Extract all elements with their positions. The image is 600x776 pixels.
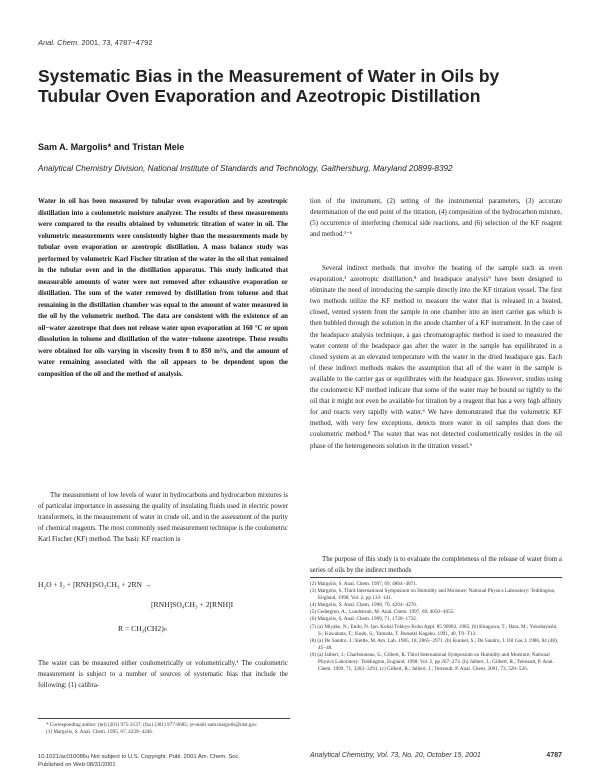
- reference-item: (3) Margolis, S. Third International Symposium on Humidity and Moisture; National Physics Laboratory: Teddington, England, 1998; Vol. 2, pp 133−141.: [310, 588, 556, 602]
- page-footer: [310, 752, 562, 759]
- affiliation: Analytical Chemistry Division, National Institute of Standards and Technology, Gaithersburg, Maryland 20899-8392: [38, 164, 453, 173]
- publication-date: Published on Web 08/31/2001: [38, 761, 116, 768]
- journal-name: Anal. Chem.: [38, 38, 80, 47]
- abstract: Water in oil has been measured by tubular oven evaporation and by azeotropic distillation into a coulometric moisture analyzer. The results of these measurements were compared to the results obtained by volumetric titration of water in oil. The volumetric measurements were consistently higher than the measurements made by tubular oven evaporation or azeotropic distillation. A mass balance study was performed by volumetric Karl Fischer titration of the water in the oil that remained in the tubular oven and in the distillation apparatus. This study indicated that measurable amounts of water were not removed after exhaustive evaporation or distillation. The sum of the water removed by distillation from toluene and that remaining in the distillation chamber was equal to the amount of water measured in the oil by the volumetric method. The data are consistent with the existence of an oil−water azeotrope that does not release water upon evaporation at 160 °C or upon dissolution in toluene and distillation of the water−toluene azeotrope. These results were obtained for oils varying in viscosity from 8 to 850 m²/s, and the amount of water remaining associated with the oil appears to be dependent upon the composition of the oil and the method of analysis.: [38, 198, 288, 378]
- journal-volume-pages: 2001, 73, 4787−4792: [81, 38, 153, 47]
- author-list: Sam A. Margolis* and Tristan Mele: [38, 142, 185, 152]
- reference-item: (9) (a) Jalbert, J.; Charbonneau, S.; Gilbert, R. Third International Symposium on Humidity and Moisture; National Physics Laboratory: Teddington, England, 1998; Vol. 2, pp 267−273. (b) Jalbert, J.; Gilbert, R.; Tetreault, P. Anal. Chem. 1999, 71, 3283−3291. (c) Gilbert, R.; Jalbert, J.; Tetreault, P. Anal. Chem. 2001, 73, 520−526.: [310, 651, 554, 673]
- equation-line-2: [RNH]SO₄CH₃ + 2[RNH]I: [151, 600, 234, 609]
- reference-item: (4) Margolis, S. Anal. Chem. 1998, 70, 4264−4270.: [310, 602, 418, 609]
- reference-item: (7) (a) Miyake, N.; Endo, N. Jpn. Kokai Tokkyo Koho Appl. 85 90983, 1985. (b) Kitagawa, T.; Hara, M.; Yokobayashi, S.; Kawabata, T.; Kodo, S.; Yamada, T. Bunseki Kagaku. 1991, 40, T9−T13.: [310, 623, 558, 637]
- kf-reaction-equation: [38, 574, 294, 644]
- doi-block: [38, 754, 290, 769]
- reference-item: (2) Margolis, S. Anal. Chem. 1997, 69, 4864−4871.: [310, 581, 418, 587]
- indirect-methods-paragraph: Several indirect methods that involve the heating of the sample such as oven evaporation,¹ azeotropic distillation,⁸ and headspace analysis⁹ have been designed to eliminate the need of introducing the sample directly into the KF titration vessel. The first two methods utilize the KF method to measure the water that is released in a heated, closed, vented system from the sample in one chamber into an inert carrier gas which is then bubbled through the solution in the anode chamber of a KF instrument. In the case of the headspace analysis technique, a gas chromatographic method is used to measured the water content of the headspace gas after the water in the sample has equilibrated in a closed system at an elevated temperature with the water in the dried headspace gas. Each of these indirect methods makes the assumption that all of the water in the sample is available to the carrier gas or equilibrates with the headspace gas. However, studies using the coulometric KF method indicate that some of the water may be bound so tightly to the oil that it might not even be available for titration by a reagent that has a very high affinity for and reacts very rapidly with water.⁶ We have demonstrated that the volumetric KF method, with very few exceptions, detects more water in oil samples than does the coulometric method.⁸ The water that was not detected coulometrically resides in the oil phase of the heterogeneous solution in the titration vessel.⁶: [310, 265, 562, 450]
- doi-copyright: 10.1021/ac010086u Not subject to U.S. Copyright. Publ. 2001 Am. Chem. Soc.: [38, 754, 241, 760]
- equation-line-3: R = CH₃(CH2)ₙ: [118, 624, 167, 633]
- page-number: 4787: [546, 752, 562, 759]
- reference-list: [310, 577, 562, 673]
- article-title: Systematic Bias in the Measurement of Water in Oils by Tubular Oven Evaporation and Azeotropic Distillation: [38, 66, 500, 106]
- reference-item: (8) (a) De Sandro, J.; Kettle, M. Am. Lab. 1985, 18, 2865−2971. (b) Kunkel, S.; De Sandro, J. Oil Gas J. 1986, 84 (48), 45−48.: [310, 637, 559, 651]
- right-column-continuation: tion of the instrument, (2) setting of the instrumental parameters, (3) accurate determination of the end point of the titration, (4) composition of the hydrocarbon mixture, (5) occurrence of interfering chemical side reactions, and (6) selection of the KF reagent and method.¹⁻⁶: [310, 198, 562, 239]
- reference-1: (1) Margolis, S. Anal. Chem. 1995, 67, 4239−4246.: [46, 729, 154, 736]
- reference-item: (5) Cedergren, A.; Lundstrom, M. Anal. Chem. 1997, 69, 4050−4055.: [310, 609, 455, 616]
- equation-line-1: H₂O + I₂ + [RNH]SO₃CH₃ + 2RN →: [38, 580, 152, 589]
- introduction-continued: The water can be measured either coulometrically or volumetrically.¹ The coulometric measurement is subject to a number of sources of systematic bias that include the following: (1) calibra-: [38, 660, 288, 690]
- introduction-paragraph: The measurement of low levels of water in hydrocarbons and hydrocarbon mixtures is of particular importance in assessing the quality of insulating fluids used in electric power transformers, in the measurement of water in crude oil, and in the assessment of the purity of chemical reagents. The most commonly used measurement technique is the coulometric Karl Fischer (KF) method. The basic KF reaction is: [38, 492, 288, 544]
- footnotes: [38, 718, 290, 736]
- reference-item: (6) Margolis, S. Anal. Chem. 1999, 71, 1728−1732.: [310, 616, 418, 623]
- journal-citation: [38, 38, 153, 47]
- purpose-paragraph: The purpose of this study is to evaluate the completeness of the release of water from a series of oils by the indirect methods: [310, 556, 562, 575]
- footer-journal-issue: Analytical Chemistry, Vol. 73, No. 20, October 15, 2001: [310, 752, 481, 759]
- corresponding-author-note: * Corresponding author: (tel) (301) 975-3137; (fax) (301) 977-0685; (e-mail) sam.margolis@nist.gov.: [46, 722, 258, 728]
